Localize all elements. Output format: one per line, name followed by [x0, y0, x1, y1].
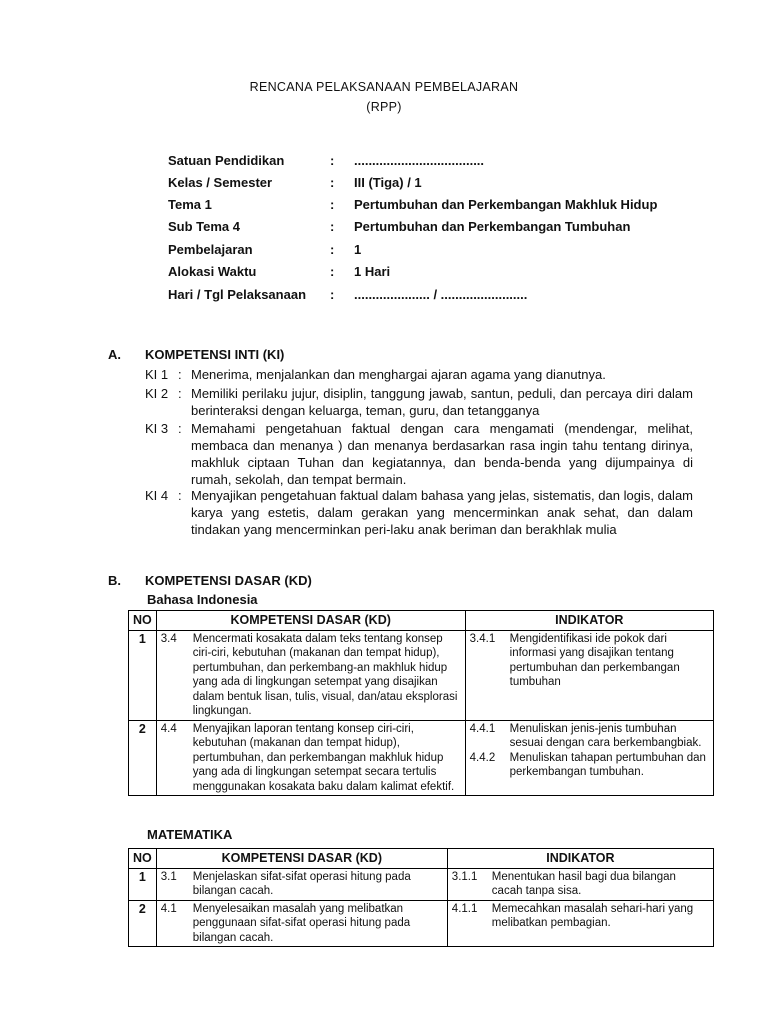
- kd-cell: [156, 900, 447, 947]
- indikator-text: Memecahkan masalah sehari-hari yang melibatkan pembagian.: [491, 902, 694, 929]
- indikator-number: 4.4.1: [469, 722, 496, 735]
- identity-label: Hari / Tgl Pelaksanaan: [168, 287, 307, 302]
- kd-number: 3.1: [160, 870, 177, 883]
- table-row: [129, 900, 714, 947]
- identity-value: 1: [354, 242, 362, 257]
- indikator-cell: [447, 900, 713, 947]
- ki-colon: :: [178, 488, 182, 503]
- ki-text: Memahami pengetahuan faktual dengan cara mengamati (mendengar, melihat, membaca dan menanya ) dan menanya berdasarkan rasa ingin tahu tentang dirinya, makhluk ciptaan Tuhan dan kegiatannya, dan benda-benda yang dijumpainya di rumah, sekolah, dan tempat bermain.: [191, 421, 693, 487]
- section-letter: A.: [108, 347, 121, 362]
- ki-code: KI 2: [145, 386, 169, 401]
- table-header-row: [129, 611, 714, 631]
- column-header-indikator: INDIKATOR: [447, 849, 713, 869]
- identity-colon: :: [330, 287, 335, 302]
- ki-text: Menerima, menjalankan dan menghargai ajaran agama yang dianutnya.: [191, 367, 606, 382]
- kd-text: Mencermati kosakata dalam teks tentang konsep ciri-ciri, kebutuhan (makanan dan tempat hidup), pertumbuhan, dan perkembang-an makhluk hidup yang ada di lingkungan setempat yang disajikan dalam bentuk lisan, tulis, visual, dan/atau eksplorasi lingkungan.: [192, 632, 458, 717]
- subject-heading: Bahasa Indonesia: [147, 592, 258, 607]
- row-number: 1: [129, 868, 157, 900]
- ki-colon: :: [178, 421, 182, 436]
- ki-colon: :: [178, 367, 182, 382]
- row-number: 2: [129, 720, 157, 796]
- ki-colon: :: [178, 386, 182, 401]
- section-title: KOMPETENSI INTI (KI): [145, 347, 285, 362]
- column-header-kd: KOMPETENSI DASAR (KD): [156, 849, 447, 869]
- identity-value: III (Tiga) / 1: [354, 175, 422, 190]
- identity-value: ..................... / ........................: [354, 287, 528, 302]
- identity-label: Satuan Pendidikan: [168, 153, 285, 168]
- kd-number: 3.4: [160, 632, 177, 645]
- indikator-text: Menuliskan tahapan pertumbuhan dan perkembangan tumbuhan.: [509, 751, 706, 778]
- indikator-number: 3.1.1: [451, 870, 478, 883]
- row-number: 1: [129, 630, 157, 720]
- kd-cell: [156, 630, 465, 720]
- document-subtitle: (RPP): [366, 100, 402, 114]
- kd-table-matematika: [128, 848, 714, 947]
- row-number: 2: [129, 900, 157, 947]
- identity-colon: :: [330, 153, 335, 168]
- identity-colon: :: [330, 175, 335, 190]
- indikator-cell: [447, 868, 713, 900]
- identity-label: Kelas / Semester: [168, 175, 273, 190]
- table-row: [129, 868, 714, 900]
- kd-text: Menyelesaikan masalah yang melibatkan penggunaan sifat-sifat operasi hitung pada bilangan cacah.: [192, 902, 411, 944]
- table-row: [129, 630, 714, 720]
- indikator-number: 4.4.2: [469, 751, 496, 764]
- identity-label: Alokasi Waktu: [168, 264, 257, 279]
- section-b-heading: [108, 573, 508, 591]
- indikator-text: Menentukan hasil bagi dua bilangan cacah tanpa sisa.: [491, 870, 676, 897]
- identity-value: ....................................: [354, 153, 485, 168]
- identity-colon: :: [330, 264, 335, 279]
- kd-text: Menyajikan laporan tentang konsep ciri-ciri, kebutuhan (makanan dan tempat hidup), pertumbuhan, dan perkembangan makhluk hidup yang ada di lingkungan setempat secara tertulis menggunakan kosakata baku dalam kalimat efektif.: [192, 722, 455, 793]
- identity-label: Sub Tema 4: [168, 219, 241, 234]
- indikator-text: Mengidentifikasi ide pokok dari informasi yang disajikan tentang pertumbuhan dan perkembangan tumbuhan: [509, 632, 680, 688]
- ki-text: Memiliki perilaku jujur, disiplin, tanggung jawab, santun, peduli, dan percaya diri dalam berinteraksi dengan keluarga, teman, guru, dan tetangganya: [191, 386, 693, 418]
- indikator-text: Menuliskan jenis-jenis tumbuhan sesuai dengan cara berkembangbiak.: [509, 722, 702, 749]
- ki-code: KI 4: [145, 488, 169, 503]
- identity-value: Pertumbuhan dan Perkembangan Tumbuhan: [354, 219, 631, 234]
- kd-table-bahasa-indonesia: [128, 610, 714, 796]
- identity-colon: :: [330, 219, 335, 234]
- indikator-cell: [465, 720, 713, 796]
- ki-code: KI 3: [145, 421, 169, 436]
- section-title: KOMPETENSI DASAR (KD): [145, 573, 312, 588]
- table-row: [129, 720, 714, 796]
- column-header-indikator: INDIKATOR: [465, 611, 713, 631]
- subject-heading: MATEMATIKA: [147, 827, 233, 842]
- kd-number: 4.1: [160, 902, 177, 915]
- column-header-kd: KOMPETENSI DASAR (KD): [156, 611, 465, 631]
- section-letter: B.: [108, 573, 121, 588]
- identity-colon: :: [330, 197, 335, 212]
- identity-colon: :: [330, 242, 335, 257]
- indikator-number: 4.1.1: [451, 902, 478, 915]
- column-header-no: NO: [129, 849, 157, 869]
- ki-text: Menyajikan pengetahuan faktual dalam bahasa yang jelas, sistematis, dan logis, dalam karya yang estetis, dalam gerakan yang mencerminkan anak sehat, dan dalam tindakan yang mencerminkan peri-laku anak beriman dan berakhlak mulia: [191, 488, 693, 537]
- document-title: RENCANA PELAKSANAAN PEMBELAJARAN: [249, 80, 519, 94]
- kd-text: Menjelaskan sifat-sifat operasi hitung pada bilangan cacah.: [192, 870, 411, 897]
- identity-label: Tema 1: [168, 197, 212, 212]
- ki-code: KI 1: [145, 367, 169, 382]
- table-header-row: [129, 849, 714, 869]
- identity-value: Pertumbuhan dan Perkembangan Makhluk Hidup: [354, 197, 658, 212]
- indikator-number: 3.4.1: [469, 632, 496, 645]
- identity-value: 1 Hari: [354, 264, 391, 279]
- kd-cell: [156, 720, 465, 796]
- column-header-no: NO: [129, 611, 157, 631]
- kd-cell: [156, 868, 447, 900]
- indikator-cell: [465, 630, 713, 720]
- section-a-heading: [108, 347, 508, 365]
- identity-label: Pembelajaran: [168, 242, 253, 257]
- kd-number: 4.4: [160, 722, 177, 735]
